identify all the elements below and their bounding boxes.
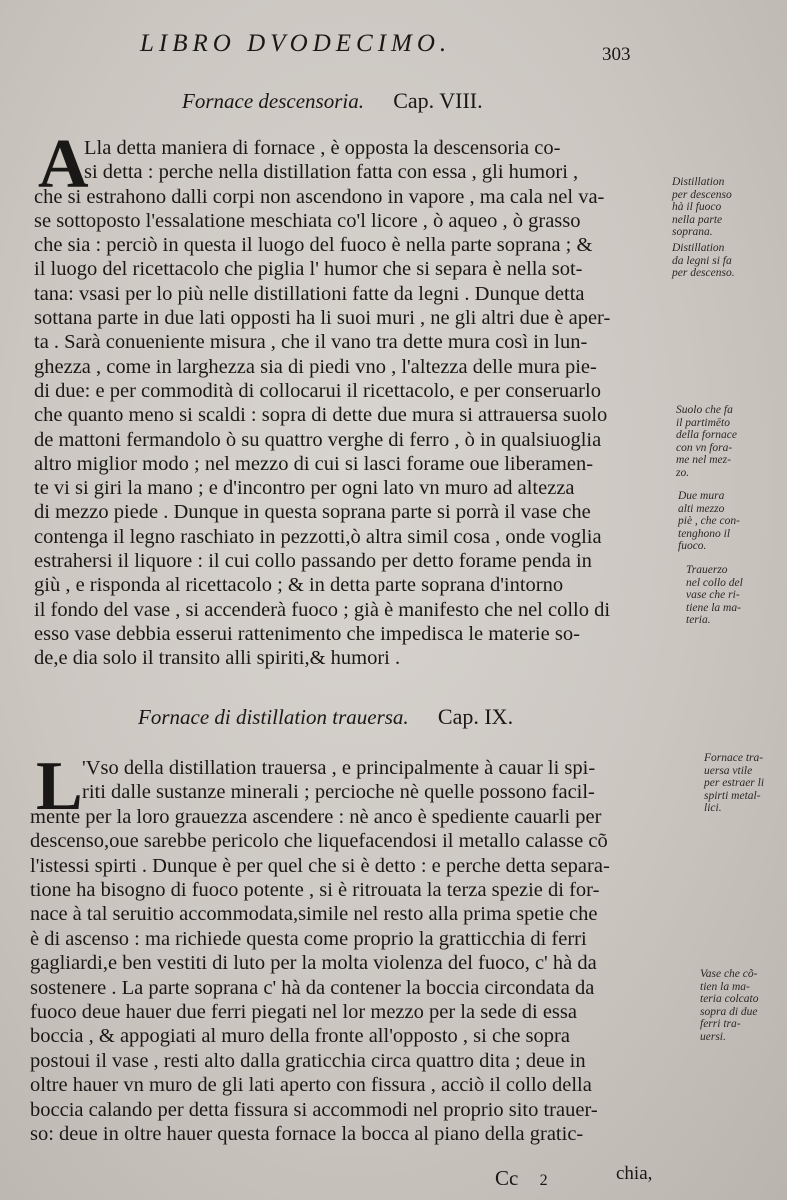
text-line: oltre hauer vn muro de gli lati aperto con fissura , acciò il collo della <box>30 1074 592 1097</box>
text-line: che quanto meno si scaldi : sopra di dette due mura si attrauersa suolo <box>34 404 608 427</box>
margin-note-line: tenghono il <box>678 527 731 540</box>
text-line: descenso,oue sarebbe pericolo che liquefacendosi il metallo calasse cõ <box>30 830 608 853</box>
margin-note-line: tiene la ma- <box>686 601 741 614</box>
text-line: Lla detta maniera di fornace , è opposta la descensoria co- <box>84 137 561 159</box>
text-line: de,e dia solo il transito alli spiriti,& humori . <box>34 647 401 670</box>
margin-note-line: Fornace tra- <box>704 752 764 764</box>
margin-note-line: uersa vtile <box>704 764 753 777</box>
text-line: contenga il legno raschiato in pezzotti,ò altra simil cosa , onde voglia <box>34 525 602 548</box>
text-line: nace à tal seruitio accommodata,simile nel resto alla prima spetie che <box>30 903 598 926</box>
margin-note-line: zo. <box>676 466 690 479</box>
page-number: 303 <box>602 44 631 65</box>
text-line: che si estrahono dalli corpi non ascendono in vapore , ma cala nel va- <box>34 185 605 208</box>
margin-note-line: nella parte <box>672 213 723 226</box>
text-line: se sottoposto l'essalatione meschiata co'l licore , ò aqueo , ò grasso <box>34 209 581 232</box>
text-line: il fondo del vase , si accenderà fuoco ; già è manifesto che nel collo di <box>34 598 611 621</box>
margin-note-line: me nel mez- <box>676 454 731 467</box>
margin-note-line: fuoco. <box>678 540 707 553</box>
chapter-9-heading <box>138 704 513 730</box>
text-line: ghezza , come in larghezza sia di piedi vno , l'altezza delle mura pie- <box>34 355 597 378</box>
text-line: mente per la loro grauezza ascendere : nè anco è spediente cauarli per <box>30 805 602 828</box>
margin-note-line: soprana. <box>672 226 713 239</box>
text-line: fuoco deue hauer due ferri piegati nel lor mezzo per la sede di essa <box>30 1001 577 1024</box>
text-line: giù , e risponda al ricettacolo ; & in detta parte soprana d'intorno <box>34 574 564 597</box>
margin-note-line: per descenso. <box>672 267 735 280</box>
chapter-8-body <box>34 136 610 671</box>
margin-note-line: Distillation <box>672 242 725 254</box>
margin-note-line: teria colcato <box>700 993 759 1006</box>
signature-mark <box>495 1166 548 1191</box>
signature-letters: Cc <box>495 1166 519 1190</box>
text-line: che sia : perciò in questa il luogo del fuoco è nella parte soprana ; & <box>34 234 593 257</box>
text-line: tione ha bisogno di fuoco potente , si è ritrouata la terza spezie di for- <box>30 879 600 902</box>
text-line: boccia , & appogiati al muro della fronte all'opposto , si che sopra <box>30 1025 570 1048</box>
text-line: so: deue in oltre hauer questa fornace la bocca al piano della gratic- <box>30 1123 584 1146</box>
margin-note-line: da legni si fa <box>672 254 732 267</box>
text-line: gagliardi,e ben vestiti di luto per la molta violenza del fuoco, c' hà da <box>30 952 597 975</box>
margin-note <box>672 242 735 280</box>
text-line: boccia calando per detta fissura si accommodi nel proprio sito trauer- <box>30 1098 598 1121</box>
text-line: è di ascenso : ma richiede questa come proprio la gratticchia di ferri <box>30 927 587 950</box>
chapter-9-dropcap: L <box>36 748 83 825</box>
chapter-8-number: Cap. VIII. <box>393 88 483 113</box>
margin-note-line: teria. <box>686 614 711 627</box>
text-line: postoui il vase , resti alto dalla graticchia circa quattro dita ; deue in <box>30 1049 586 1072</box>
chapter-9-title: Fornace di distillation trauersa. <box>138 705 409 729</box>
text-line: sostenere . La parte soprana c' hà da contener la boccia circondata da <box>30 976 595 999</box>
margin-note <box>678 490 740 553</box>
margin-note <box>700 968 758 1044</box>
margin-note-line: hà il fuoco <box>672 201 722 214</box>
margin-note-line: Vase che cõ- <box>700 968 758 980</box>
margin-note-line: piè , che con- <box>678 515 740 528</box>
margin-note-line: il partimēto <box>676 416 730 429</box>
text-line: altro miglior modo ; nel mezzo di cui si lasci forame oue liberamen- <box>34 452 594 475</box>
margin-note-line: vase che ri- <box>686 589 740 602</box>
text-line: 'Vso della distillation trauersa , e principalmente à cauar li spi- <box>82 757 596 779</box>
margin-note-line: alti mezzo <box>678 502 725 515</box>
margin-note-line: nel collo del <box>686 576 743 589</box>
chapter-9-body <box>30 756 610 1147</box>
margin-note-line: con vn fora- <box>676 441 733 454</box>
margin-note <box>676 404 737 480</box>
text-line: di mezzo piede . Dunque in questa soprana parte si porrà il vase che <box>34 501 591 524</box>
text-line: esso vase debbia esserui rattenimento che impedisca le materie so- <box>34 622 580 645</box>
margin-note-line: lici. <box>704 802 722 815</box>
margin-note-line: tien la ma- <box>700 980 750 993</box>
text-line: estrahersi il liquore : il cui collo passando per detto forame penda in <box>34 550 592 573</box>
margin-note-line: ferri tra- <box>700 1018 741 1031</box>
margin-note-line: spirti metal- <box>704 789 761 802</box>
margin-note-line: Due mura <box>678 490 725 502</box>
signature-number: 2 <box>539 1172 548 1189</box>
margin-note <box>686 564 743 627</box>
margin-note-line: uersi. <box>700 1030 726 1043</box>
chapter-8-dropcap: A <box>38 126 89 203</box>
text-line: il luogo del ricettacolo che piglia l' humor che si separa è nella sot- <box>34 258 583 281</box>
running-head: LIBRO DVODECIMO. <box>140 30 452 57</box>
chapter-8-heading <box>182 88 483 114</box>
chapter-9-number: Cap. IX. <box>437 704 514 729</box>
text-line: te vi si giri la mano ; e d'incontro per ogni lato vn muro ad altezza <box>34 477 575 500</box>
margin-note-line: della fornace <box>676 429 737 442</box>
text-line: l'istessi spirti . Dunque è per quel che si è detto : e perche detta separa- <box>30 854 610 877</box>
margin-note-line: per estraer li <box>704 777 765 790</box>
catchword: chia, <box>616 1163 653 1184</box>
text-line: sottana parte in due lati opposti ha li suoi muri , ne gli altri due è aper- <box>34 307 611 330</box>
text-line: si detta : perche nella distillation fatta con essa , gli humori , <box>84 161 579 184</box>
margin-note-line: Suolo che fa <box>676 404 733 416</box>
text-line: ta . Sarà conueniente misura , che il vano tra dette mura così in lun- <box>34 331 588 354</box>
chapter-8-title: Fornace descensoria. <box>182 89 364 113</box>
text-line: de mattoni fermandolo ò su quattro verghe di ferro , ò in qualsiuoglia <box>34 428 602 451</box>
margin-note-line: per descenso <box>672 188 732 201</box>
margin-note <box>704 752 764 815</box>
margin-note-line: sopra di due <box>700 1005 758 1018</box>
margin-note <box>672 176 732 239</box>
text-line: riti dalle sustanze minerali ; percioche nè quelle possono facil- <box>82 781 595 804</box>
text-line: di due: e per commodità di collocarui il ricettacolo, e per conseruarlo <box>34 379 601 402</box>
margin-note-line: Trauerzo <box>686 564 728 576</box>
text-line: tana: vsasi per lo più nelle distillationi fatte da legni . Dunque detta <box>34 282 585 305</box>
margin-note-line: Distillation <box>672 176 725 188</box>
